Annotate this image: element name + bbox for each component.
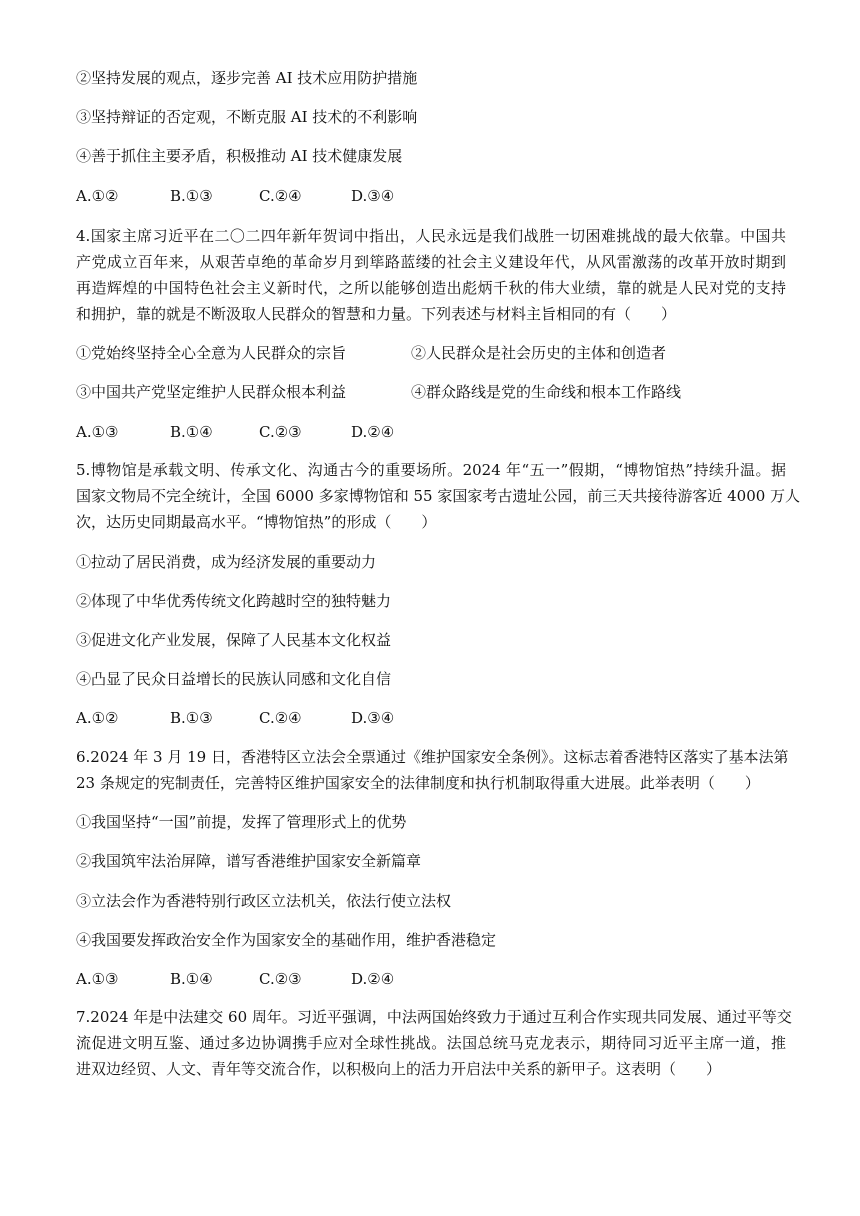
q4-stem-line-3: 再造辉煌的中国特色社会主义新时代，之所以能够创造出彪炳千秋的伟大业绩，靠的就是人民对党的支持 — [76, 279, 786, 297]
option-b: B.①③ — [170, 187, 213, 205]
option-c: C.②④ — [259, 709, 302, 727]
q4-stem-line-4: 和拥护，靠的就是不断汲取人民群众的智慧和力量。下列表述与材料主旨相同的有（ ） — [76, 305, 677, 323]
option-c: C.②③ — [259, 970, 302, 988]
q4-item-3: ③中国共产党坚定维护人民群众根本利益 — [76, 383, 347, 401]
option-d: D.②④ — [351, 970, 395, 988]
option-a: A.①③ — [76, 423, 119, 441]
q4-item-1: ①党始终坚持全心全意为人民群众的宗旨 — [76, 344, 347, 362]
option-b: B.①④ — [170, 970, 213, 988]
option-a: A.①② — [76, 709, 119, 727]
q7-stem-line-1: 7.2024 年是中法建交 60 周年。习近平强调，中法两国始终致力于通过互利合作实现共同发展、通过平等交 — [76, 1008, 792, 1026]
q5-stem-line-1: 5.博物馆是承载文明、传承文化、沟通古今的重要场所。2024 年“五一”假期，“博物馆热”持续升温。据 — [76, 461, 786, 479]
q6-item-2: ②我国筑牢法治屏障，谱写香港维护国家安全新篇章 — [76, 852, 422, 870]
option-a: A.①② — [76, 187, 119, 205]
q6-item-3: ③立法会作为香港特别行政区立法机关，依法行使立法权 — [76, 892, 452, 910]
q4-item-2: ②人民群众是社会历史的主体和创造者 — [411, 344, 667, 362]
q5-stem-line-3: 次，达历史同期最高水平。“博物馆热”的形成（ ） — [76, 513, 437, 531]
option-a: A.①③ — [76, 970, 119, 988]
q5-item-1: ①拉动了居民消费，成为经济发展的重要动力 — [76, 553, 377, 571]
q3-item-4: ④善于抓住主要矛盾，积极推动 AI 技术健康发展 — [76, 147, 403, 165]
option-c: C.②④ — [259, 187, 302, 205]
q4-item-4: ④群众路线是党的生命线和根本工作路线 — [411, 383, 682, 401]
q6-stem-line-2: 23 条规定的宪制责任，完善特区维护国家安全的法律制度和执行机制取得重大进展。此举表明（ ） — [76, 774, 760, 792]
option-c: C.②③ — [259, 423, 302, 441]
option-d: D.②④ — [351, 423, 395, 441]
option-d: D.③④ — [351, 709, 395, 727]
q3-item-2: ②坚持发展的观点，逐步完善 AI 技术应用防护措施 — [76, 69, 418, 87]
q5-item-4: ④凸显了民众日益增长的民族认同感和文化自信 — [76, 670, 392, 688]
q6-item-1: ①我国坚持“一国”前提，发挥了管理形式上的优势 — [76, 813, 407, 831]
q3-item-3: ③坚持辩证的否定观，不断克服 AI 技术的不利影响 — [76, 108, 418, 126]
q7-stem-line-3: 进双边经贸、人文、青年等交流合作，以积极向上的活力开启法中关系的新甲子。这表明（ ） — [76, 1060, 722, 1078]
q5-stem-line-2: 国家文物局不完全统计，全国 6000 多家博物馆和 55 家国家考古遗址公园，前三天共接待游客近 4000 万人 — [76, 487, 801, 505]
q5-item-2: ②体现了中华优秀传统文化跨越时空的独特魅力 — [76, 592, 392, 610]
option-b: B.①④ — [170, 423, 213, 441]
option-d: D.③④ — [351, 187, 395, 205]
q4-stem-line-2: 产党成立百年来，从艰苦卓绝的革命岁月到筚路蓝缕的社会主义建设年代，从风雷激荡的改革开放时期到 — [76, 253, 786, 271]
q6-item-4: ④我国要发挥政治安全作为国家安全的基础作用，维护香港稳定 — [76, 931, 497, 949]
q4-items-row-2 — [76, 382, 786, 402]
option-b: B.①③ — [170, 709, 213, 727]
q5-item-3: ③促进文化产业发展，保障了人民基本文化权益 — [76, 631, 392, 649]
q6-stem-line-1: 6.2024 年 3 月 19 日，香港特区立法会全票通过《维护国家安全条例》。这标志着香港特区落实了基本法第 — [76, 748, 789, 766]
q4-stem-line-1: 4.国家主席习近平在二〇二四年新年贺词中指出，人民永远是我们战胜一切困难挑战的最大依靠。中国共 — [76, 227, 786, 245]
q4-items-row-1 — [76, 343, 786, 363]
q7-stem-line-2: 流促进文明互鉴、通过多边协调携手应对全球性挑战。法国总统马克龙表示，期待同习近平主席一道，推 — [76, 1034, 786, 1052]
